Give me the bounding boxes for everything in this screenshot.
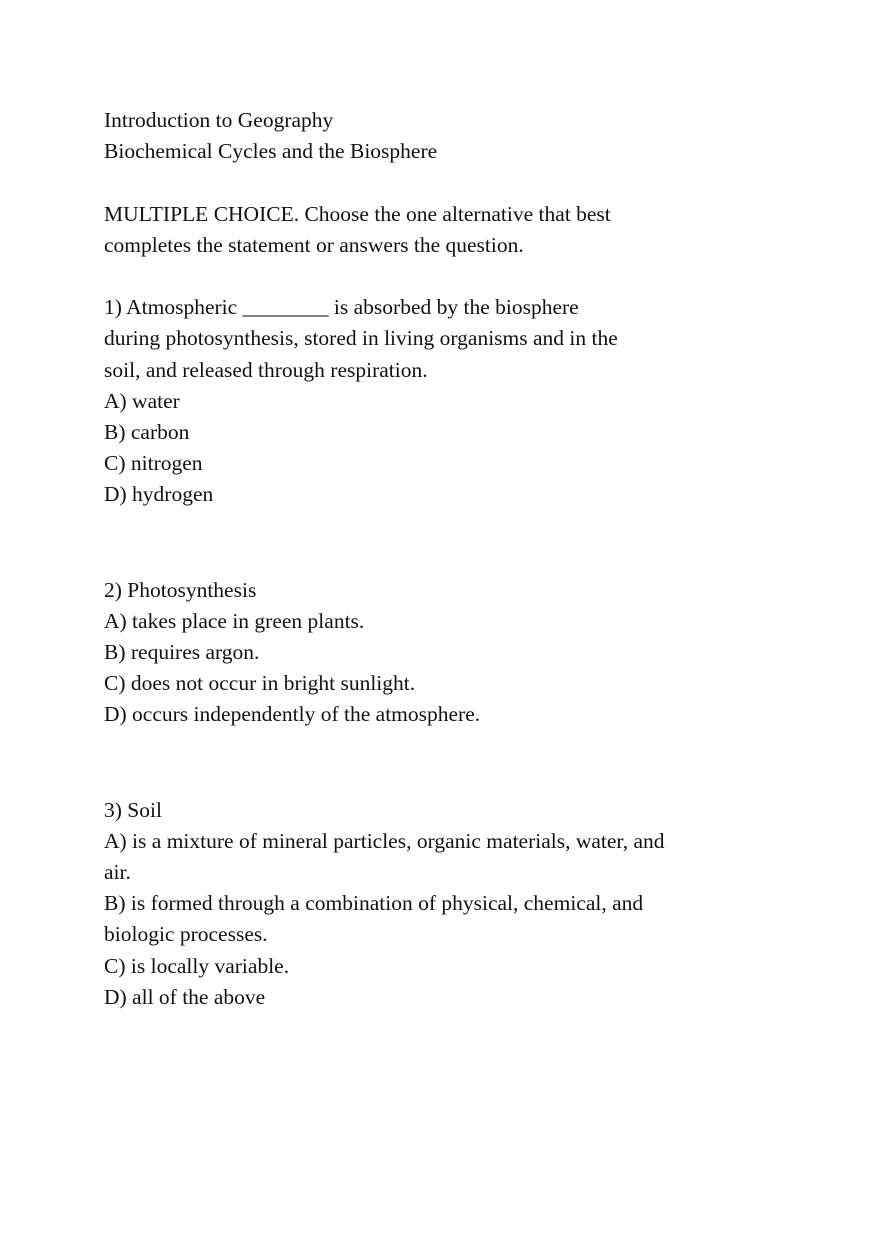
answer-option: A) takes place in green plants. [104, 608, 365, 633]
answer-option: B) carbon [104, 420, 190, 444]
instructions-line: MULTIPLE CHOICE. Choose the one alternative that best [104, 201, 611, 226]
question-3 [104, 795, 724, 1013]
answer-option-line: biologic processes. [104, 922, 268, 947]
answer-option-line: air. [104, 860, 131, 885]
answer-option: B) requires argon. [104, 640, 260, 665]
question-stem-line: 2) Photosynthesis [104, 577, 257, 602]
topic-title: Biochemical Cycles and the Biosphere [104, 139, 438, 164]
question-stem-line: 3) Soil [104, 797, 162, 822]
answer-option: D) hydrogen [104, 482, 214, 507]
answer-option-line: D) all of the above [104, 984, 266, 1009]
answer-option-line: C) is locally variable. [104, 953, 290, 978]
answer-option: C) nitrogen [104, 451, 203, 476]
question-stem-line: soil, and released through respiration. [104, 357, 428, 382]
instructions [104, 199, 724, 261]
answer-option-line: A) is a mixture of mineral particles, organic materials, water, and [104, 828, 665, 853]
instructions-line: completes the statement or answers the question. [104, 232, 524, 257]
question-stem-line: during photosynthesis, stored in living organisms and in the [104, 326, 618, 351]
question-1 [104, 292, 724, 510]
answer-option-line: B) is formed through a combination of physical, chemical, and [104, 891, 644, 916]
answer-option: D) occurs independently of the atmosphere. [104, 702, 481, 727]
document-page [104, 105, 724, 1013]
answer-option: C) does not occur in bright sunlight. [104, 671, 416, 696]
question-2 [104, 575, 724, 731]
answer-option: A) water [104, 388, 180, 413]
question-stem-line: 1) Atmospheric ________ is absorbed by the biosphere [104, 295, 579, 320]
course-title: Introduction to Geography [104, 108, 334, 132]
document-header [104, 105, 724, 167]
